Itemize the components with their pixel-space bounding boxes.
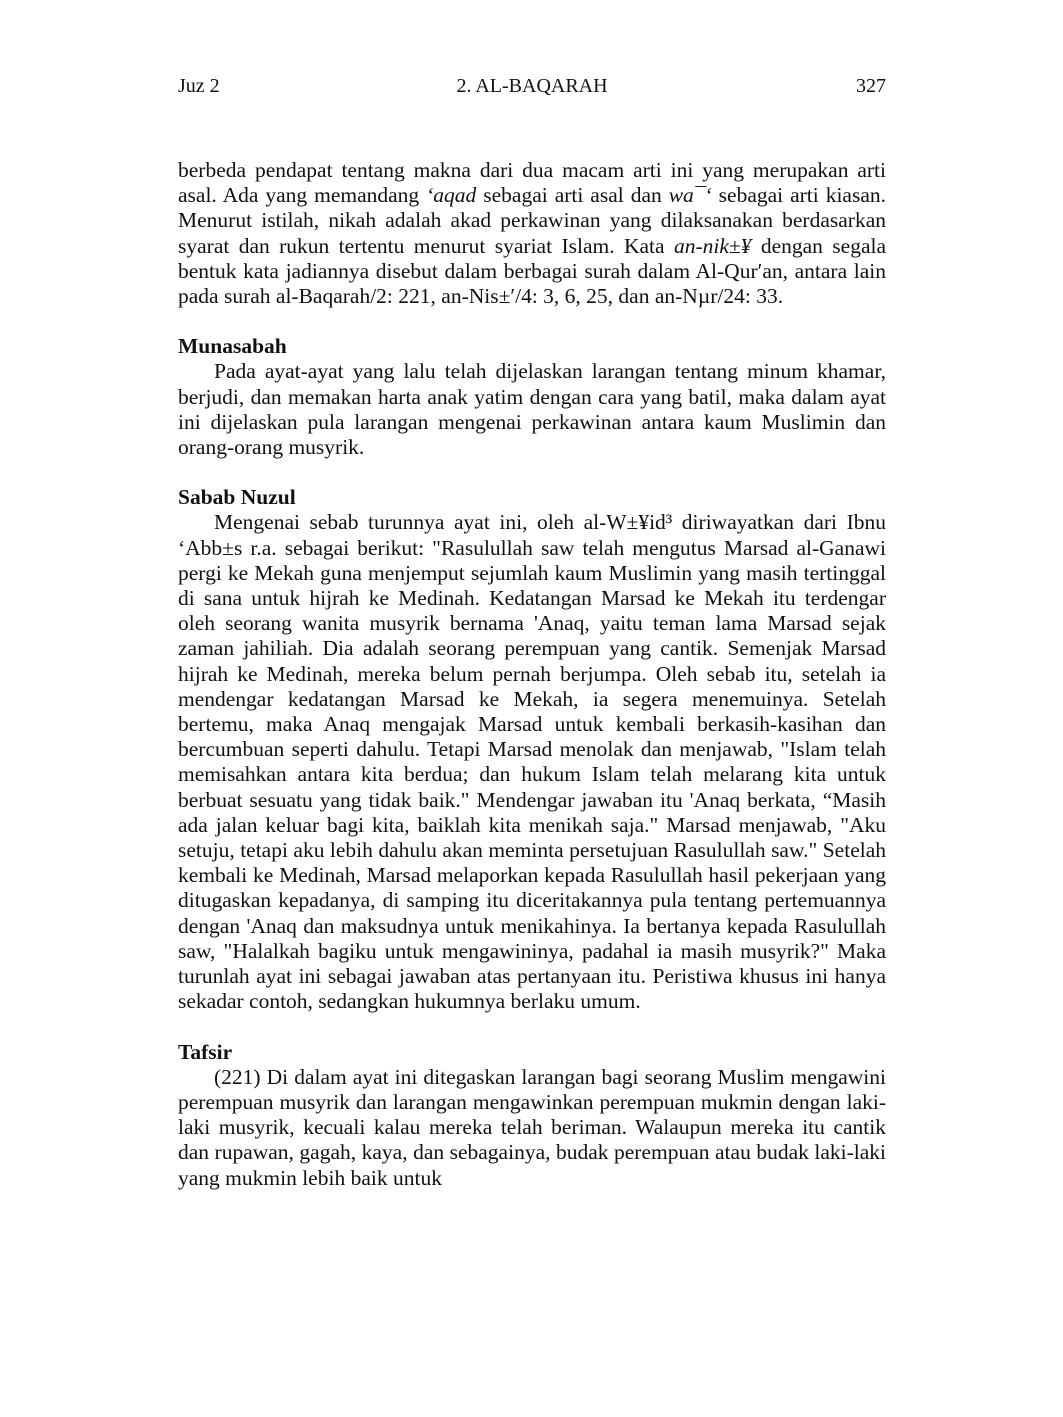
intro-text-2: sebagai arti asal dan <box>476 183 669 208</box>
tafsir-heading: Tafsir <box>178 1039 233 1064</box>
tafsir-paragraph: (221) Di dalam ayat ini ditegaskan larangan bagi seorang Muslim mengawini perempuan musyrik dan larangan mengawinkan perempuan mukmin dengan laki-laki musyrik, kecuali kalau mereka telah beriman. Walaupun mereka itu cantik dan rupawan, gagah, kaya, dan sebagainya, budak perempuan atau budak laki-laki yang mukmin lebih baik untuk <box>178 1064 886 1190</box>
term-aqad: ‘aqad <box>426 183 477 208</box>
sabab-nuzul-paragraph: Mengenai sebab turunnya ayat ini, oleh al-W±¥id³ diriwayatkan dari Ibnu ‘Abb±s r.a. sebagai berikut: "Rasulullah saw telah mengutus Marsad al-Ganawi pergi ke Mekah guna menjemput sejumlah kaum Muslimin yang masih tertinggal di sana untuk hijrah ke Medinah. Kedatangan Marsad ke Mekah itu terdengar oleh seorang wanita musyrik bernama 'Anaq, yaitu teman lama Marsad sejak zaman jahiliah. Dia adalah seorang perempuan yang cantik. Semenjak Marsad hijrah ke Medinah, mereka belum pernah berjumpa. Oleh sebab itu, setelah ia mendengar kedatangan Marsad ke Mekah, ia segera menemuinya. Setelah bertemu, maka Anaq mengajak Marsad untuk kembali berkasih-kasihan dan bercumbuan seperti dahulu. Tetapi Marsad menolak dan menjawab, "Islam telah memisahkan antara kita berdua; dan hukum Islam telah melarang kita untuk berbuat sesuatu yang tidak baik." Mendengar jawaban itu 'Anaq berkata, “Masih ada jalan keluar bagi kita, baiklah kita menikah saja." Marsad menjawab, "Aku setuju, tetapi aku lebih dahulu akan meminta persetujuan Rasulullah saw." Setelah kembali ke Medinah, Marsad melaporkan kepada Rasulullah hasil pekerjaan yang ditugaskan kepadanya, di samping itu diceritakannya pula tentang pertemuannya dengan 'Anaq dan maksudnya untuk menikahinya. Ia bertanya kepada Rasulullah saw, "Halalkah bagiku untuk mengawininya, padahal ia masih musyrik?" Maka turunlah ayat ini sebagai jawaban atas pertanyaan itu. Peristiwa khusus ini hanya sekadar contoh, sedangkan hukumnya berlaku umum. <box>178 510 886 1014</box>
term-an-nikah: an-nik±¥ <box>673 233 752 258</box>
munasabah-paragraph: Pada ayat-ayat yang lalu telah dijelaskan larangan tentang minum khamar, berjudi, dan memakan harta anak yatim dengan cara yang batil, maka dalam ayat ini dijelaskan pula larangan mengenai perkawinan antara kaum Muslimin dan orang-orang musyrik. <box>178 359 886 460</box>
sabab-nuzul-heading: Sabab Nuzul <box>178 485 296 510</box>
intro-text-4: dengan segala bentuk kata jadiannya disebut dalam berbagai surah dalam Al-Qur′an, antara lain pada surah al-Baqarah/2: 221, an-Nis±′/4: 3, 6, 25, dan an-Nµr/24: 33. <box>178 233 887 309</box>
term-wath: wa¯‘ <box>668 183 712 208</box>
juz-label: Juz 2 <box>178 75 220 97</box>
body-text <box>178 158 886 1191</box>
intro-paragraph <box>178 158 886 309</box>
munasabah-heading: Munasabah <box>178 334 287 359</box>
page-number: 327 <box>856 75 886 97</box>
intro-text-1: berbeda pendapat tentang makna dari dua macam arti ini yang merupakan arti asal. Ada yang memandang <box>178 158 886 208</box>
surah-title: 2. AL-BAQARAH <box>456 75 608 97</box>
intro-text-3: sebagai arti kiasan. Menurut istilah, nikah adalah akad perkawinan yang dilaksanakan berdasarkan syarat dan rukun tertentu menurut syariat Islam. Kata <box>178 183 886 258</box>
running-header <box>178 72 886 100</box>
